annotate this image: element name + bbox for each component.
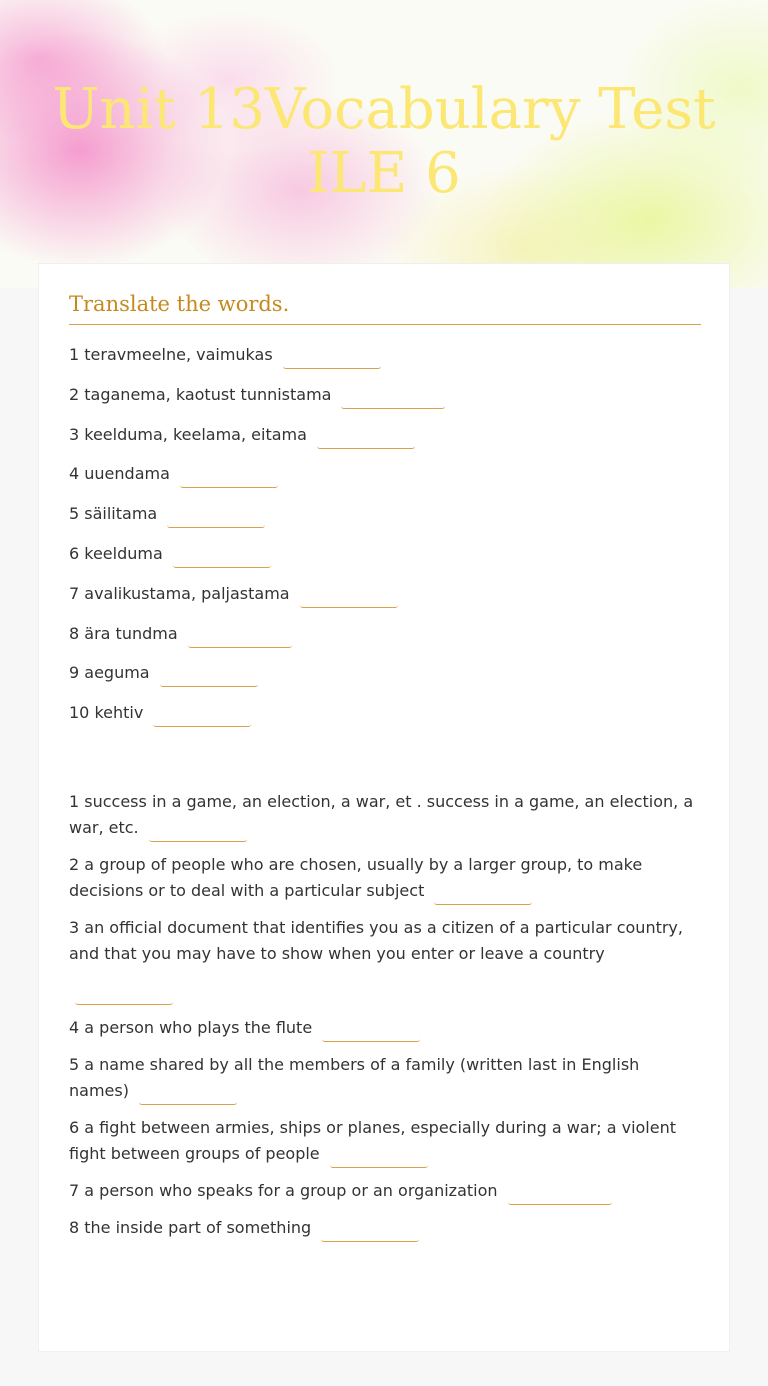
question-item: [69, 621, 699, 648]
question-item: [69, 852, 699, 905]
answer-field[interactable]: [321, 1222, 419, 1242]
question-item: [69, 1215, 699, 1242]
question-item: [69, 915, 699, 1005]
question-item: [69, 1052, 699, 1105]
answer-field[interactable]: [341, 389, 445, 409]
answer-field[interactable]: [160, 667, 258, 687]
question-text: 3 keelduma, keelama, eitama: [69, 424, 307, 444]
header-banner: [0, 0, 768, 288]
answer-field[interactable]: [317, 429, 415, 449]
question-item: [69, 1115, 699, 1168]
answer-field[interactable]: [139, 1085, 237, 1105]
question-text: 1 teravmeelne, vaimukas: [69, 345, 273, 364]
answer-field[interactable]: [167, 508, 265, 528]
question-text: 7 avalikustama, paljastama: [69, 583, 290, 603]
answer-field[interactable]: [153, 707, 251, 727]
answer-field[interactable]: [322, 1022, 420, 1042]
question-item: [69, 461, 699, 488]
answer-field[interactable]: [508, 1185, 612, 1205]
definitions-list: [69, 789, 699, 1252]
question-text: 9 aeguma: [69, 663, 150, 683]
answer-field[interactable]: [330, 1148, 428, 1168]
question-text: 5 a name shared by all the members of a family (written last in English names): [69, 1055, 640, 1100]
answer-field[interactable]: [188, 628, 292, 648]
question-item: [69, 1178, 699, 1205]
answer-field[interactable]: [75, 985, 173, 1005]
question-text: 3 an official document that identifies you as a citizen of a particular country, and that you may have to show when you enter or leave a country: [69, 918, 683, 963]
question-item: [69, 789, 699, 842]
question-item: [69, 342, 699, 369]
translate-list: [69, 342, 699, 740]
question-item: [69, 541, 699, 568]
question-text: 6 keelduma: [69, 543, 163, 563]
worksheet-card: [38, 263, 730, 1352]
question-item: [69, 660, 699, 687]
question-text: 8 the inside part of something: [69, 1218, 312, 1237]
question-item: [69, 501, 699, 528]
answer-field[interactable]: [173, 548, 271, 568]
page-title: Unit 13Vocabulary Test ILE 6: [52, 77, 716, 206]
question-text: 5 säilitama: [69, 504, 158, 524]
answer-field[interactable]: [149, 822, 247, 842]
answer-field[interactable]: [180, 468, 278, 488]
question-item: [69, 700, 699, 727]
answer-field[interactable]: [300, 588, 398, 608]
question-text: 10 kehtiv: [69, 703, 144, 723]
question-text: 4 uuendama: [69, 464, 170, 484]
question-text: 6 a fight between armies, ships or planes, especially during a war; a violent fight between groups of people: [69, 1118, 677, 1163]
question-text: 2 a group of people who are chosen, usually by a larger group, to make decisions or to deal with a particular subject: [69, 855, 643, 900]
question-item: [69, 382, 699, 409]
question-text: 8 ära tundma: [69, 623, 178, 643]
section-heading: Translate the words.: [69, 292, 701, 325]
question-text: 1 success in a game, an election, a war, et . success in a game, an election, a war, etc.: [69, 792, 694, 837]
question-item: [69, 1015, 699, 1042]
answer-field[interactable]: [283, 349, 381, 369]
question-text: 2 taganema, kaotust tunnistama: [69, 384, 332, 404]
answer-field[interactable]: [434, 885, 532, 905]
question-item: [69, 581, 699, 608]
question-text: 7 a person who speaks for a group or an organization: [69, 1181, 498, 1200]
question-text: 4 a person who plays the flute: [69, 1018, 313, 1037]
question-item: [69, 422, 699, 449]
